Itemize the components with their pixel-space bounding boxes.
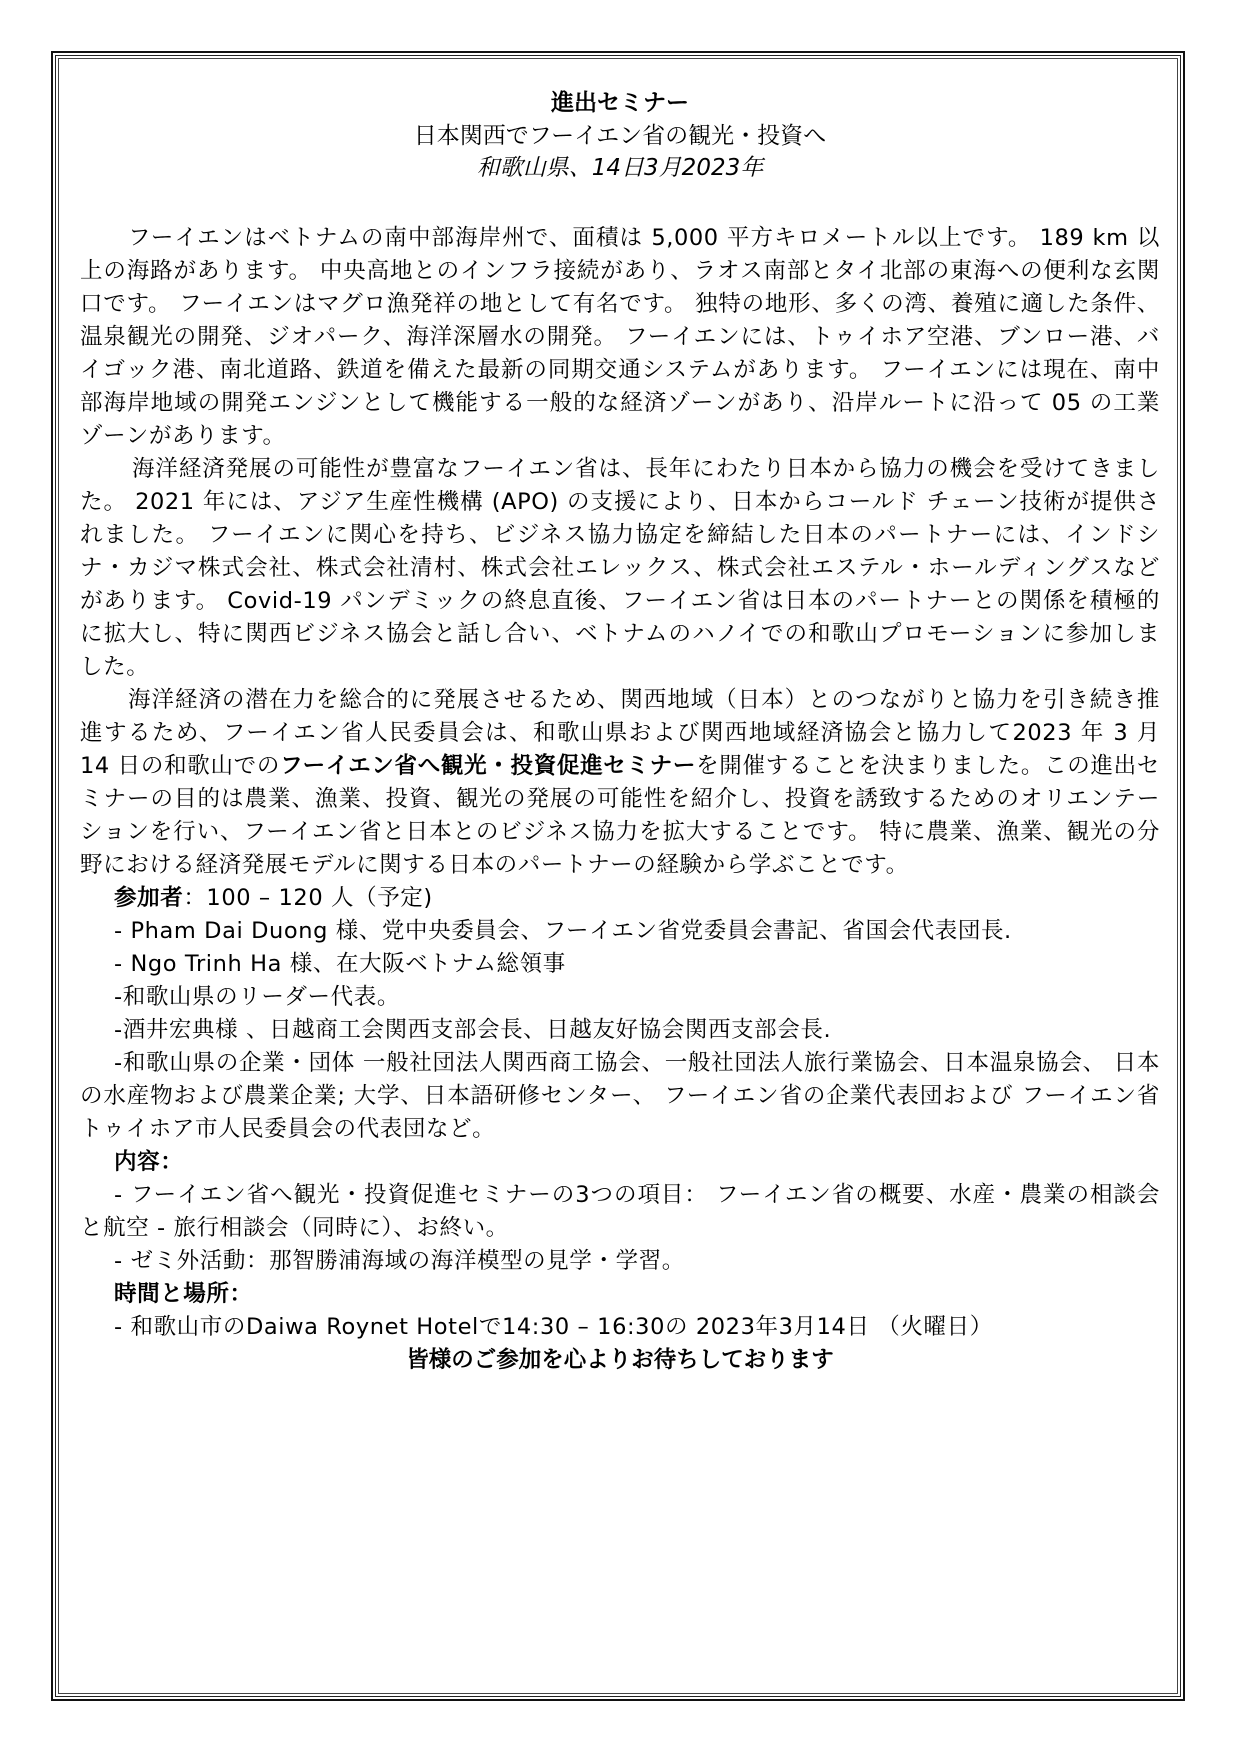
document-dateline: 和歌山県、14日3月2023年 bbox=[476, 155, 764, 181]
document-body bbox=[80, 222, 1160, 1344]
participants-heading bbox=[80, 882, 1160, 915]
paragraph-overview: フーイエンはベトナムの南中部海岸州で、面積は 5,000 平方キロメートル以上です。 189 km 以上の海路があります。 中央高地とのインフラ接続があり、ラオス南部とタイ北部の東海への便利な玄関口です。 フーイエンはマグロ漁発祥の地として有名です。 独特の地形、多くの湾、養殖に適した条件、温泉観光の開発、ジオパーク、海洋深層水の開発。 フーイエンには、トゥイホア空港、ブンロー港、バイゴック港、南北道路、鉄道を備えた最新の同期交通システムがあります。 フーイエンには現在、南中部海岸地域の開発エンジンとして機能する一般的な経済ゾーンがあり、沿岸ルートに沿って 05 の工業ゾーンがあります。 bbox=[80, 225, 1160, 449]
participant-item: - Pham Dai Duong 様、党中央委員会、フーイエン省党委員会書記、省国会代表団長. bbox=[114, 918, 1012, 944]
content-item: - ゼミ外活動：那智勝浦海域の海洋模型の見学・学習。 bbox=[114, 1248, 685, 1274]
time-place-detail: - 和歌山市のDaiwa Roynet Hotelで14:30 – 16:30の 2023年3月14日 （火曜日） bbox=[114, 1314, 993, 1340]
purpose-text-after: を開催することを決まりました。この進出セミナーの目的は農業、漁業、投資、観光の発展の可能性を紹介し、投資を誘致するためのオリエンテーションを行い、フーイエン省と日本とのビジネス協力を拡大することです。 特に農業、漁業、観光の分野における経済発展モデルに関する日本のパートナーの経験から学ぶことです。 bbox=[80, 753, 1160, 878]
participant-item: -和歌山県の企業・団体 一般社団法人関西商工協会、一般社団法人旅行業協会、日本温泉協会、 日本の水産物および農業企業; 大学、日本語研修センター、 フーイエン省の企業代表団および フーイエン省トゥイホア市人民委員会の代表団など。 bbox=[80, 1050, 1160, 1142]
paragraph-cooperation: 海洋経済発展の可能性が豊富なフーイエン省は、長年にわたり日本から協力の機会を受けてきました。 2021 年には、アジア生産性機構 (APO) の支援により、日本からコールド チェーン技術が提供されました。 フーイエンに関心を持ち、ビジネス協力協定を締結した日本のパートナーには、インドシナ・カジマ株式会社、株式会社清村、株式会社エレックス、株式会社エステル・ホールディングスなどがあります。 Covid-19 パンデミックの終息直後、フーイエン省は日本のパートナーとの関係を積極的に拡大し、特に関西ビジネス協会と話し合い、ベトナムのハノイでの和歌山プロモーションに参加しました。 bbox=[80, 456, 1160, 680]
paragraph-seminar-purpose bbox=[80, 684, 1160, 882]
document-header bbox=[80, 86, 1160, 184]
participant-item: -和歌山県のリーダー代表。 bbox=[114, 984, 400, 1010]
seminar-name-bold: フーイエン省へ観光・投資促進セミナー bbox=[280, 753, 697, 779]
content-heading: 内容： bbox=[114, 1149, 184, 1175]
participants-count: 100 – 120 人（予定) bbox=[206, 885, 433, 911]
participant-item: -酒井宏典様 、日越商工会関西支部会長、日越友好協会関西支部会長. bbox=[114, 1017, 832, 1043]
document-title: 進出セミナー bbox=[551, 90, 689, 116]
closing-message: 皆様のご参加を心よりお待ちしております bbox=[406, 1347, 834, 1373]
document-subtitle: 日本関西でフーイエン省の観光・投資へ bbox=[413, 123, 827, 149]
content-item: - フーイエン省へ観光・投資促進セミナーの3つの項目： フーイエン省の概要、水産・農業の相談会と航空 - 旅行相談会（同時に）、お終い。 bbox=[80, 1182, 1160, 1241]
document-page bbox=[80, 86, 1160, 1377]
participants-label: 参加者 bbox=[114, 885, 184, 911]
participant-item: - Ngo Trinh Ha 様、在大阪ベトナム総領事 bbox=[114, 951, 566, 977]
time-place-heading: 時間と場所： bbox=[114, 1281, 253, 1307]
purpose-text-before: 海洋経済の潜在力を総合的に発展させるため、関西地域（日本）とのつながりと協力を引き続き推進するため、フーイエン省人民委員会は、和歌山県および関西地域経済協会と協力して2023 年 3 月 14 日の和歌山での bbox=[80, 687, 1160, 779]
participants-colon: ： bbox=[183, 885, 207, 911]
